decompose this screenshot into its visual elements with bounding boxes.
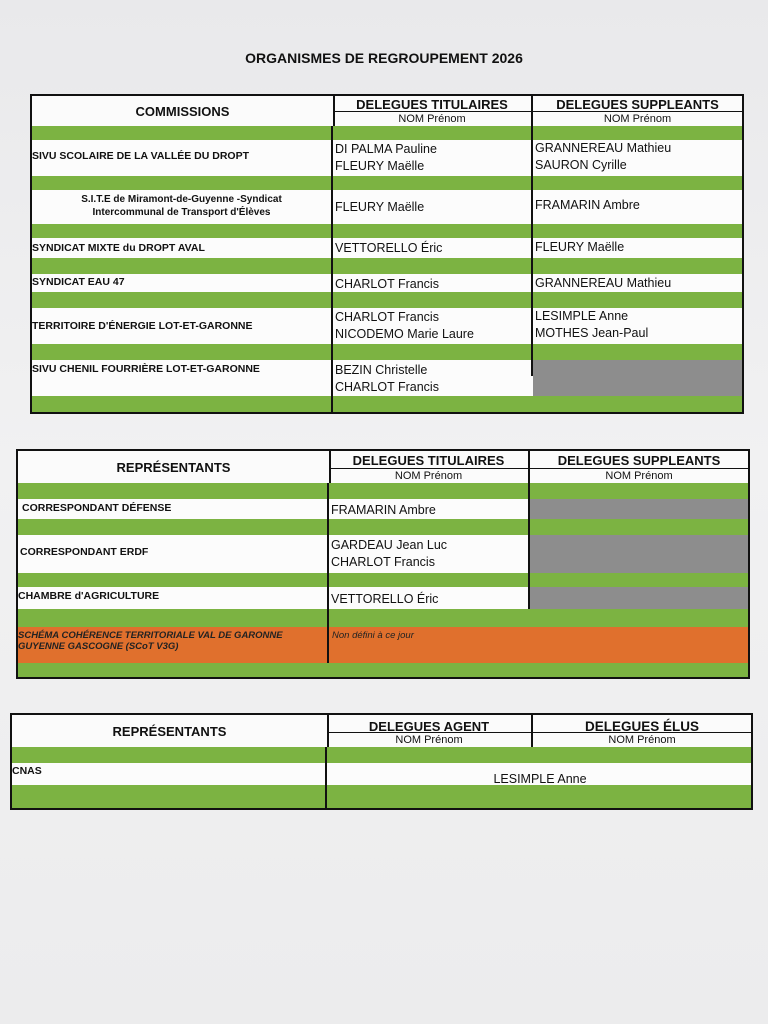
row-label: TERRITOIRE D'ÉNERGIE LOT-ET-GARONNE [32, 320, 253, 332]
empty-cell [533, 360, 742, 396]
suppleant-name: SAURON Cyrille [535, 158, 627, 172]
separator-row [32, 396, 742, 412]
header-elus-sub: NOM Prénom [533, 732, 751, 747]
commissions-table [30, 94, 744, 414]
header-representants: REPRÉSENTANTS [116, 460, 231, 475]
table-row [18, 535, 748, 573]
row-label: SIVU CHENIL FOURRIÈRE LOT-ET-GARONNE [32, 363, 260, 375]
titulaire-name: FLEURY Maëlle [335, 200, 425, 214]
row-label: S.I.T.E de Miramont-de-Guyenne -Syndicat [81, 194, 282, 205]
table-header [12, 715, 751, 749]
suppleant-name: LESIMPLE Anne [535, 309, 629, 323]
titulaire-name: GARDEAU Jean Luc [331, 538, 448, 552]
separator-row [18, 663, 748, 677]
header-titulaires-sub: NOM Prénom [329, 468, 528, 483]
suppleant-name: MOTHES Jean-Paul [535, 326, 649, 340]
separator-row [32, 258, 742, 274]
separator-row [12, 785, 751, 808]
table-row [32, 360, 742, 396]
cnas-table [10, 713, 753, 810]
separator-row [12, 747, 751, 763]
header-titulaires-sub: NOM Prénom [333, 111, 531, 126]
titulaire-name: FRAMARIN Ambre [331, 503, 436, 517]
table-row [32, 140, 742, 176]
header-suppleants-sub: NOM Prénom [533, 111, 742, 126]
titulaire-name: NICODEMO Marie Laure [335, 327, 474, 341]
titulaire-name: CHARLOT Francis [335, 310, 439, 324]
titulaire-name: CHARLOT Francis [335, 277, 439, 291]
separator-row [18, 519, 748, 535]
separator-row [18, 483, 748, 499]
header-elus: DELEGUES ÉLUS [584, 719, 700, 734]
suppleant-name: FRAMARIN Ambre [535, 198, 640, 212]
separator-row [32, 224, 742, 238]
titulaire-name: BEZIN Christelle [335, 363, 428, 377]
empty-cell [530, 587, 748, 609]
row-label: SCHÉMA COHÉRENCE TERRITORIALE VAL DE GARONNE [18, 630, 283, 641]
titulaire-name: FLEURY Maëlle [335, 159, 425, 173]
table-header [18, 451, 748, 485]
table-row [12, 763, 751, 785]
suppleant-name: GRANNEREAU Mathieu [535, 276, 672, 290]
titulaire-name: VETTORELLO Éric [331, 592, 439, 606]
separator-row [32, 344, 742, 360]
row-label: CNAS [12, 765, 42, 777]
column-divider [531, 126, 533, 376]
representants-table [16, 449, 750, 679]
titulaire-name: CHARLOT Francis [331, 555, 435, 569]
header-commissions: COMMISSIONS [135, 104, 230, 119]
titulaire-name: VETTORELLO Éric [335, 241, 443, 255]
separator-row [18, 573, 748, 587]
scot-note: Non défini à ce jour [332, 630, 414, 641]
header-suppleants: DELEGUES SUPPLEANTS [557, 453, 721, 468]
empty-cell [530, 535, 748, 573]
table-row [32, 308, 742, 344]
page-title: ORGANISMES DE REGROUPEMENT 2026 [245, 50, 523, 66]
header-suppleants: DELEGUES SUPPLEANTS [556, 97, 719, 112]
row-label: CORRESPONDANT ERDF [20, 546, 149, 558]
column-divider [327, 483, 329, 663]
separator-row [32, 126, 742, 140]
row-label: SYNDICAT EAU 47 [32, 276, 125, 288]
column-divider [528, 483, 530, 609]
row-label: CHAMBRE d'AGRICULTURE [18, 590, 160, 602]
separator-row [32, 176, 742, 190]
header-titulaires: DELEGUES TITULAIRES [356, 97, 508, 112]
row-label: SIVU SCOLAIRE DE LA VALLÉE DU DROPT [32, 150, 250, 162]
row-label: Intercommunal de Transport d'Élèves [92, 207, 271, 218]
table-row [32, 238, 742, 258]
header-titulaires: DELEGUES TITULAIRES [352, 453, 505, 468]
empty-cell [530, 499, 748, 519]
table-header [32, 96, 742, 128]
column-divider [331, 126, 333, 412]
table-row [18, 587, 748, 609]
row-label: CORRESPONDANT DÉFENSE [22, 502, 172, 514]
titulaire-name: CHARLOT Francis [335, 380, 439, 394]
column-divider [325, 747, 327, 808]
scot-row [18, 627, 748, 663]
table-row [32, 274, 742, 292]
titulaire-name: DI PALMA Pauline [335, 142, 437, 156]
suppleant-name: GRANNEREAU Mathieu [535, 141, 672, 155]
header-agent-sub: NOM Prénom [327, 732, 531, 747]
row-label: SYNDICAT MIXTE du DROPT AVAL [32, 242, 205, 254]
header-suppleants-sub: NOM Prénom [530, 468, 748, 483]
suppleant-name: FLEURY Maëlle [535, 240, 625, 254]
header-agent: DELEGUES AGENT [368, 719, 490, 734]
elus-name: LESIMPLE Anne [493, 772, 587, 785]
table-row [32, 190, 742, 224]
table-row [18, 499, 748, 519]
separator-row [18, 609, 748, 627]
header-representants: REPRÉSENTANTS [112, 724, 227, 739]
separator-row [32, 292, 742, 308]
row-label: GUYENNE GASCOGNE (SCoT V3G) [18, 641, 179, 652]
